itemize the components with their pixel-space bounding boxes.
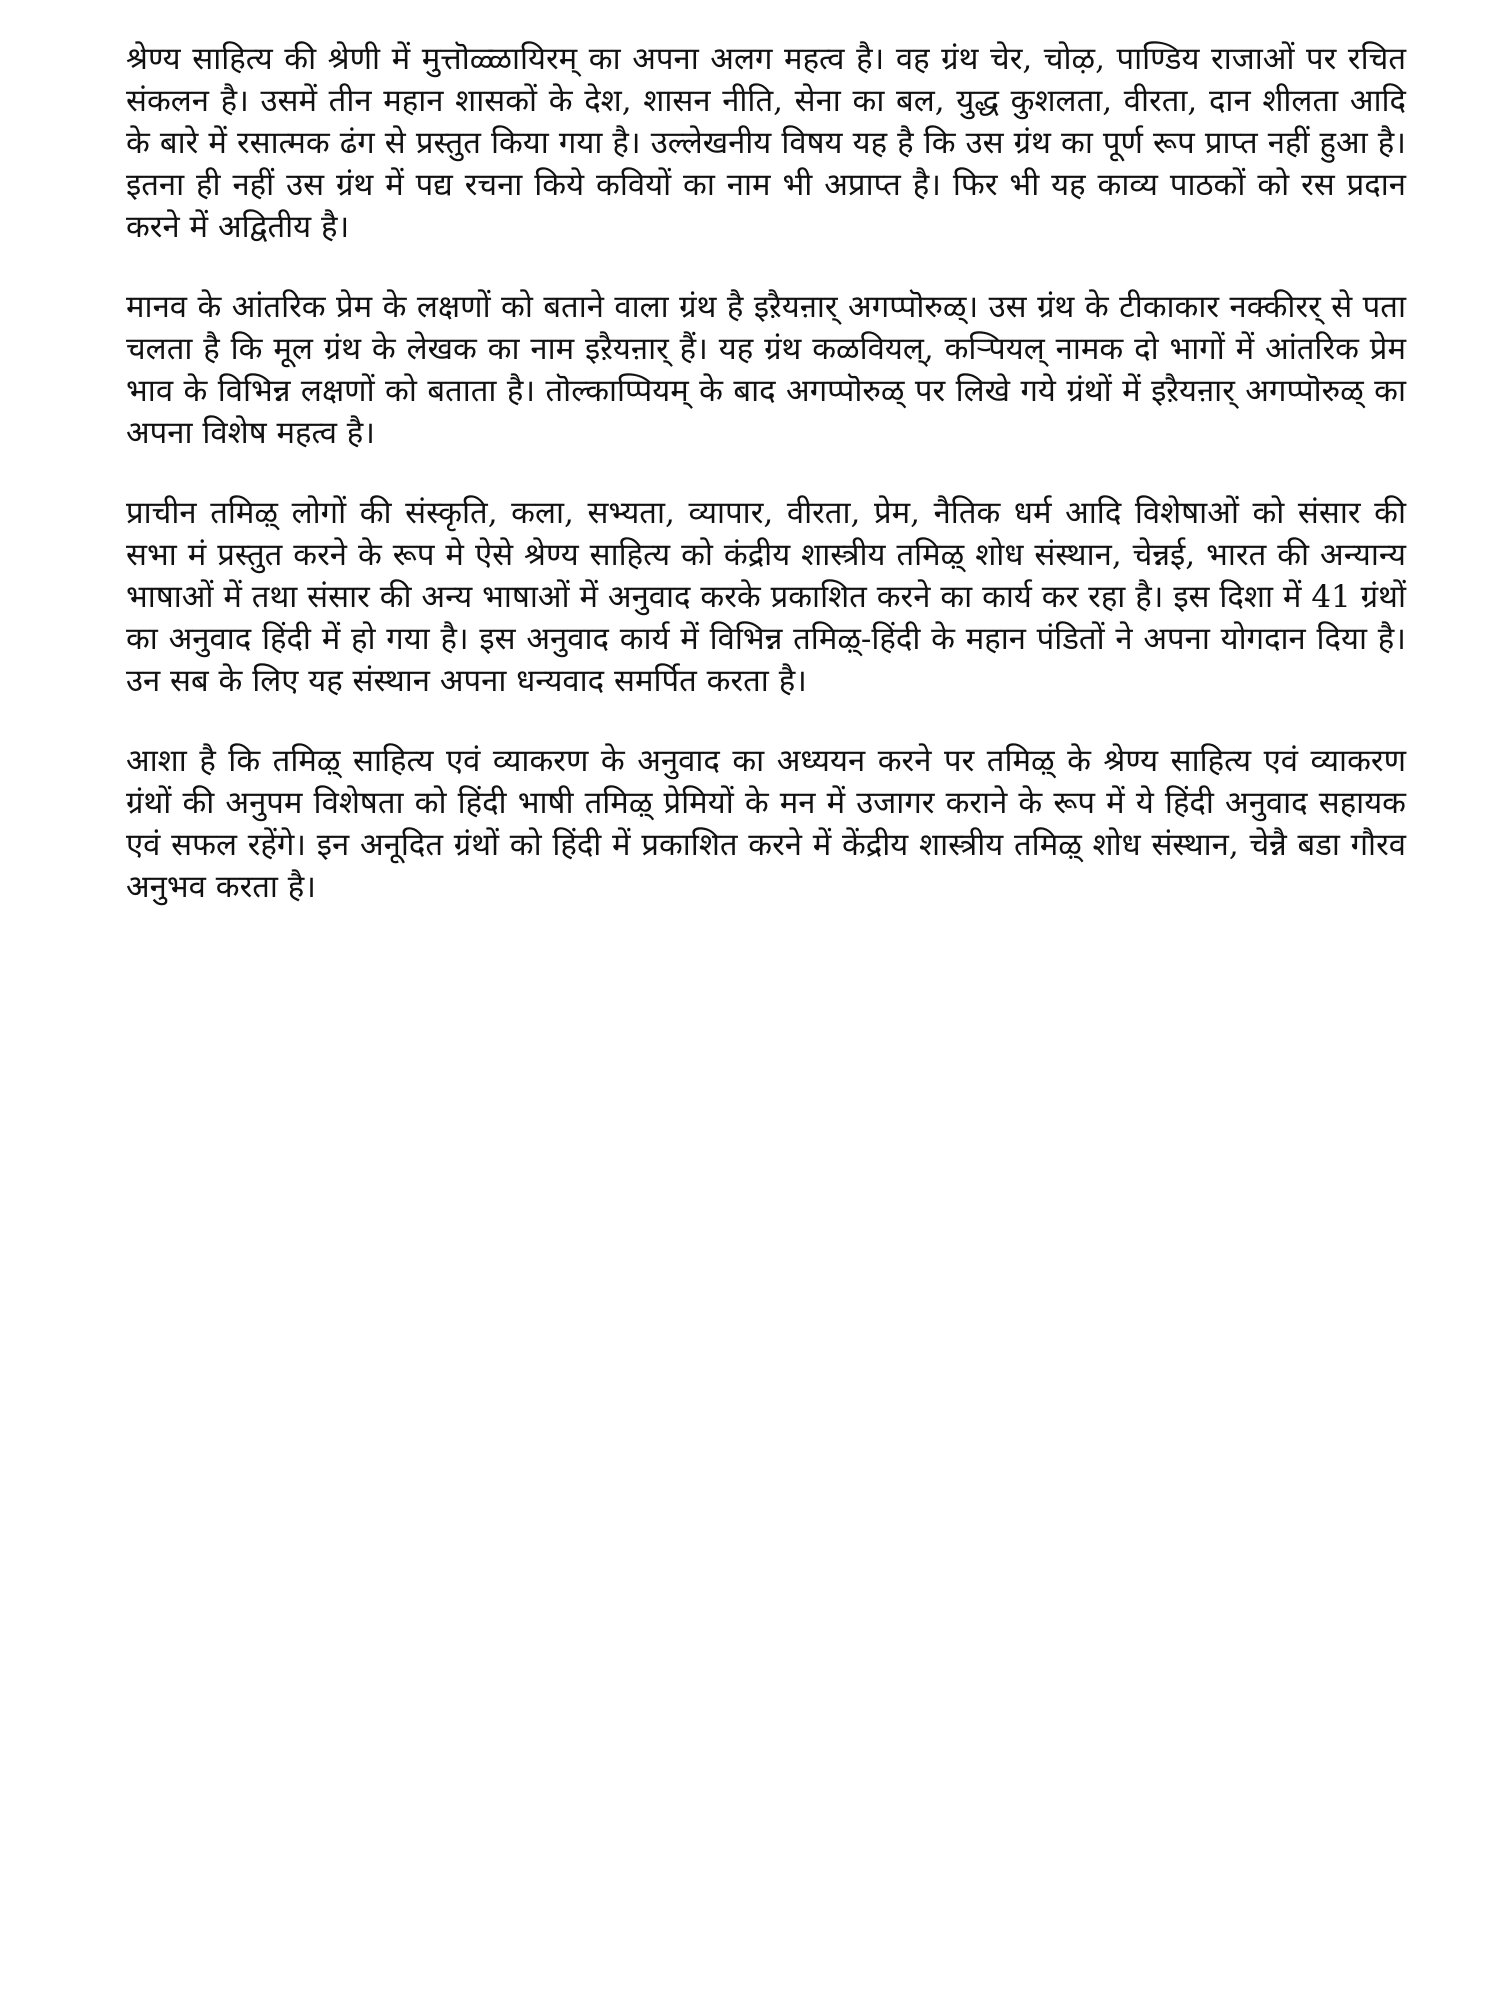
paragraph-3: प्राचीन तमिऴ् लोगों की संस्कृति, कला, सभ्यता, व्यापार, वीरता, प्रेम, नैतिक धर्म आदि विशेषाओं को संसार की सभा मं प्रस्तुत करने के रूप मे ऐसे श्रेण्य साहित्य को कंद्रीय शास्त्रीय तमिऴ् शोध संस्थान, चेन्नई, भारत की अन्यान्य भाषाओं में तथा संसार की अन्य भाषाओं में अनुवाद करके प्रकाशित करने का कार्य कर रहा है। इस दिशा में 41 ग्रंथों का अनुवाद हिंदी में हो गया है। इस अनुवाद कार्य में विभिन्न तमिऴ्-हिंदी के महान पंडितों ने अपना योगदान दिया है। उन सब के लिए यह संस्थान अपना धन्यवाद समर्पित करता है।: [126, 495, 1406, 699]
paragraph-1: श्रेण्य साहित्य की श्रेणी में मुत्तॊळ्ळायिरम् का अपना अलग महत्व है। वह ग्रंथ चेर, चोऴ, पाण्डिय राजाओं पर रचित संकलन है। उसमें तीन महान शासकों के देश, शासन नीति, सेना का बल, युद्ध कुशलता, वीरता, दान शीलता आदि के बारे में रसात्मक ढंग से प्रस्तुत किया गया है। उल्लेखनीय विषय यह है कि उस ग्रंथ का पूर्ण रूप प्राप्त नहीं हुआ है। इतना ही नहीं उस ग्रंथ में पद्य रचना किये कवियों का नाम भी अप्राप्त है। फिर भी यह काव्य पाठकों को रस प्रदान करने में अद्वितीय है।: [126, 41, 1406, 245]
paragraph-4: आशा है कि तमिऴ् साहित्य एवं व्याकरण के अनुवाद का अध्ययन करने पर तमिऴ् के श्रेण्य साहित्य एवं व्याकरण ग्रंथों की अनुपम विशेषता को हिंदी भाषी तमिऴ् प्रेमियों के मन में उजागर कराने के रूप में ये हिंदी अनुवाद सहायक एवं सफल रहेंगे। इन अनूदित ग्रंथों को हिंदी में प्रकाशित करने में केंद्रीय शास्त्रीय तमिऴ् शोध संस्थान, चेन्नै बडा गौरव अनुभव करता है।: [126, 743, 1406, 905]
paragraph-2: मानव के आंतरिक प्रेम के लक्षणों को बताने वाला ग्रंथ है इऱैयऩार् अगप्पॊरुळ्। उस ग्रंथ के टीकाकार नक्कीरर् से पता चलता है कि मूल ग्रंथ के लेखक का नाम इऱैयऩार् हैं। यह ग्रंथ कळवियल्, कऱ्पियल् नामक दो भागों में आंतरिक प्रेम भाव के विभिन्न लक्षणों को बताता है। तॊल्काप्पियम् के बाद अगप्पॊरुळ् पर लिखे गये ग्रंथों में इऱैयऩार् अगप्पॊरुळ् का अपना विशेष महत्व है।: [126, 289, 1406, 451]
body-text: [126, 38, 1406, 946]
